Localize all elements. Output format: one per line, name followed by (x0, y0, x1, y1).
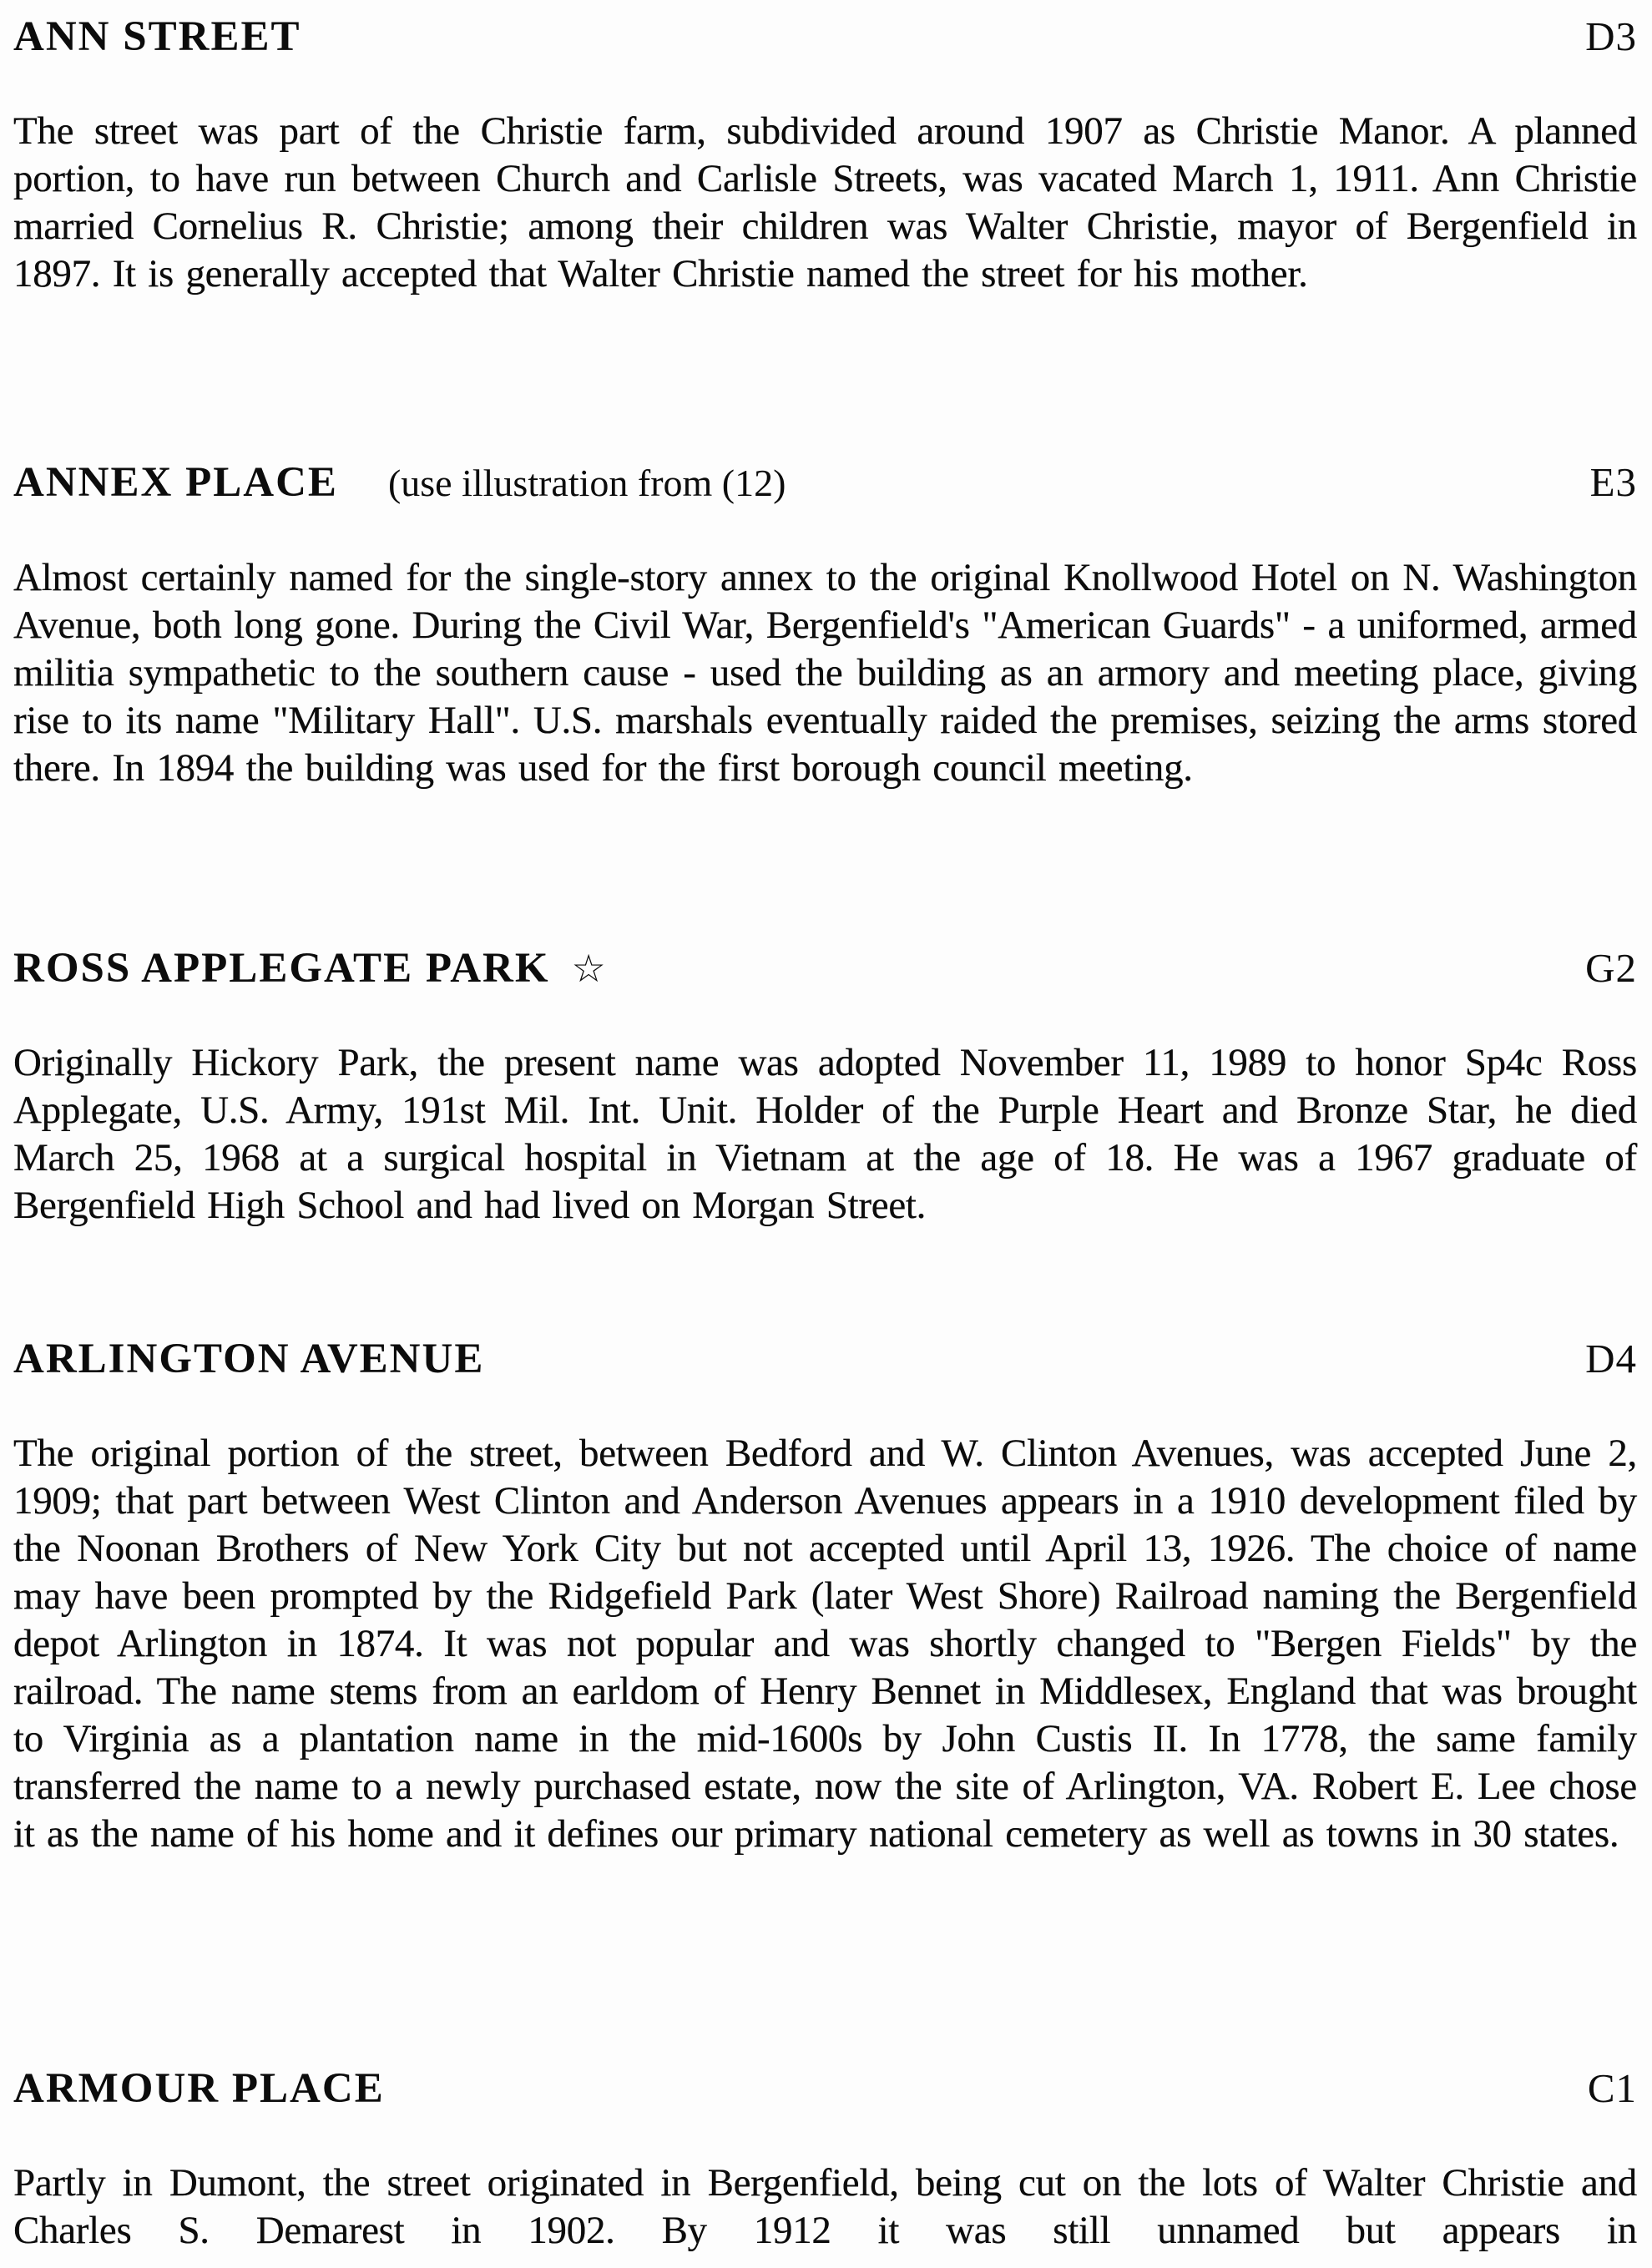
grid-code: G2 (1585, 945, 1637, 991)
entry-header (13, 1334, 1637, 1384)
section-ann-street (13, 12, 1637, 298)
section-arlington-avenue (13, 1334, 1637, 1858)
section-body: Almost certainly named for the single-story annex to the original Knollwood Hotel on N. Washington Avenue, both long gone. During the Civil War, Bergenfield's "American Guards" - a uniformed, armed militia sympathetic to the southern cause - used the building as an armory and meeting place, giving rise to its name "Military Hall". U.S. marshals eventually raided the premises, seizing the arms stored there. In 1894 the building was used for the first borough council meeting. (13, 556, 1637, 790)
section-title: ANN STREET (13, 13, 301, 60)
star-icon: ☆ (571, 946, 606, 991)
section-body: Originally Hickory Park, the present name was adopted November 11, 1989 to honor Sp4c Ross Applegate, U.S. Army, 191st Mil. Int. Unit. Holder of the Purple Heart and Bronze Star, he died March 25, 1968 at a surgical hospital in Vietnam at the age of 18. He was a 1967 graduate of Bergenfield High School and had lived on Morgan Street. (13, 1041, 1637, 1227)
section-ross-applegate-park (13, 943, 1637, 1230)
section-annex-place (13, 457, 1637, 792)
section-body: The original portion of the street, between Bedford and W. Clinton Avenues, was accepted June 2, 1909; that part between West Clinton and Anderson Avenues appears in a 1910 development filed by the Noonan Brothers of New York City but not accepted until April 13, 1926. The choice of name may have been prompted by the Ridgefield Park (later West Shore) Railroad naming the Bergenfield depot Arlington in 1874. It was not popular and was shortly changed to "Bergen Fields" by the railroad. The name stems from an earldom of Henry Bennet in Middlesex, England that was brought to Virginia as a plantation name in the mid-1600s by John Custis II. In 1778, the same family transferred the name to a newly purchased estate, now the site of Arlington, VA. Robert E. Lee chose it as the name of his home and it defines our primary national cemetery as well as towns in 30 states. (13, 1432, 1637, 1856)
section-title-note: (use illustration from (12) (387, 462, 786, 504)
entry-header (13, 457, 1637, 508)
entry-header (13, 12, 1637, 62)
grid-code: C1 (1587, 2065, 1637, 2111)
grid-code: D3 (1585, 13, 1637, 59)
grid-code: E3 (1589, 459, 1637, 505)
section-title: ROSS APPLEGATE PARK (13, 945, 550, 992)
section-armour-place (13, 2063, 1637, 2255)
entry-header (13, 2063, 1637, 2114)
section-body: Partly in Dumont, the street originated in Bergenfield, being cut on the lots of Walter Christie and Charles S. Demarest in 1902. By 1912 it was still unnamed but appears in (13, 2161, 1637, 2252)
section-title: ANNEX PLACE (13, 459, 338, 506)
section-title: ARMOUR PLACE (13, 2065, 385, 2112)
section-body: The street was part of the Christie farm, subdivided around 1907 as Christie Manor. A planned portion, to have run between Church and Carlisle Streets, was vacated March 1, 1911. Ann Christie married Cornelius R. Christie; among their children was Walter Christie, mayor of Bergenfield in 1897. It is generally accepted that Walter Christie named the street for his mother. (13, 109, 1637, 295)
section-title: ARLINGTON AVENUE (13, 1336, 485, 1382)
entry-header (13, 943, 1637, 993)
grid-code: D4 (1585, 1336, 1637, 1382)
